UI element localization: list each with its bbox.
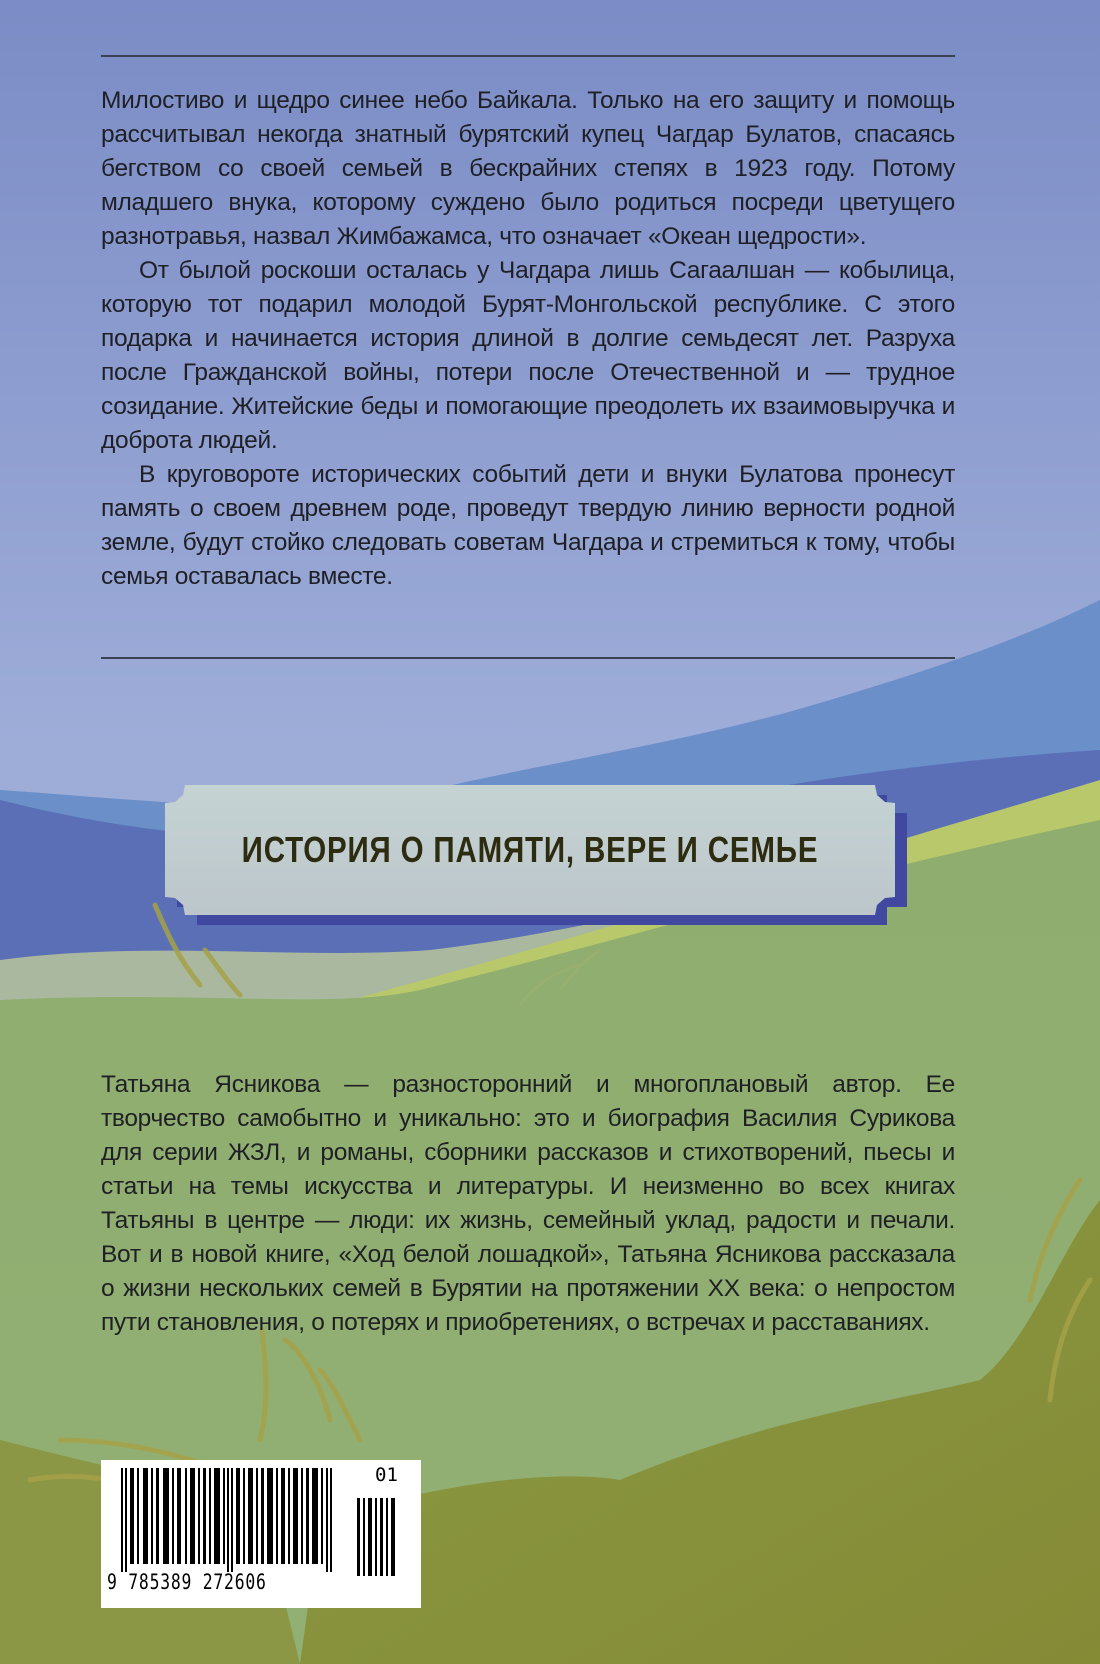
top-divider [101, 55, 955, 57]
tagline-banner [165, 785, 895, 915]
banner-title: ИСТОРИЯ О ПАМЯТИ, ВЕРЕ И СЕМЬЕ [241, 829, 819, 870]
author-bio [101, 1068, 955, 1340]
annotation-paragraph-2: От былой роскоши осталась у Чагдара лишь Сагаалшан — кобылица, которую тот подарил молодой Бурят-Монгольской республике. С этого подарка и начинается история длиной в долгие семьдесят лет. Разруха после Гражданской войны, потери после Отечественной и — трудное созидание. Житейские беды и помогающие преодолеть их взаимовыручка и доброта людей. [101, 257, 955, 454]
barcode-addon: 01 [375, 1464, 398, 1486]
bottom-divider [101, 657, 955, 659]
barcode-bars-icon [121, 1468, 401, 1576]
author-bio-text: Татьяна Ясникова — разносторонний и многоплановый автор. Ее творчество самобытно и уникально: это и биография Василия Сурикова для серии ЖЗЛ, и романы, сборники рассказов и стихотворений, пьесы и статьи на темы искусства и литературы. И неизменно во всех книгах Татьяны в центре — люди: их жизнь, семейный уклад, радости и печали. Вот и в новой книге, «Ход белой лошадкой», Татьяна Ясникова рассказала о жизни нескольких семей в Бурятии на протяжении XX века: о непростом пути становления, о потерях и приобретениях, о встречах и расставаниях. [101, 1071, 955, 1336]
isbn-barcode [101, 1460, 421, 1608]
book-annotation [101, 84, 955, 594]
annotation-paragraph-3: В круговороте исторических событий дети и внуки Булатова пронесут память о своем древнем роде, проведут твердую линию верности родной земле, будут стойко следовать советам Чагдара и стремиться к тому, чтобы семья оставалась вместе. [101, 461, 955, 590]
isbn-number: 9 785389 272606 [107, 1570, 267, 1594]
annotation-paragraph-1: Милостиво и щедро синее небо Байкала. Только на его защиту и помощь рассчитывал некогда знатный бурятский купец Чагдар Булатов, спасаясь бегством со своей семьей в бескрайних степях в 1923 году. Потому младшего внука, которому суждено было родиться посреди цветущего разнотравья, назвал Жимбажамса, что означает «Океан щедрости». [101, 87, 955, 250]
